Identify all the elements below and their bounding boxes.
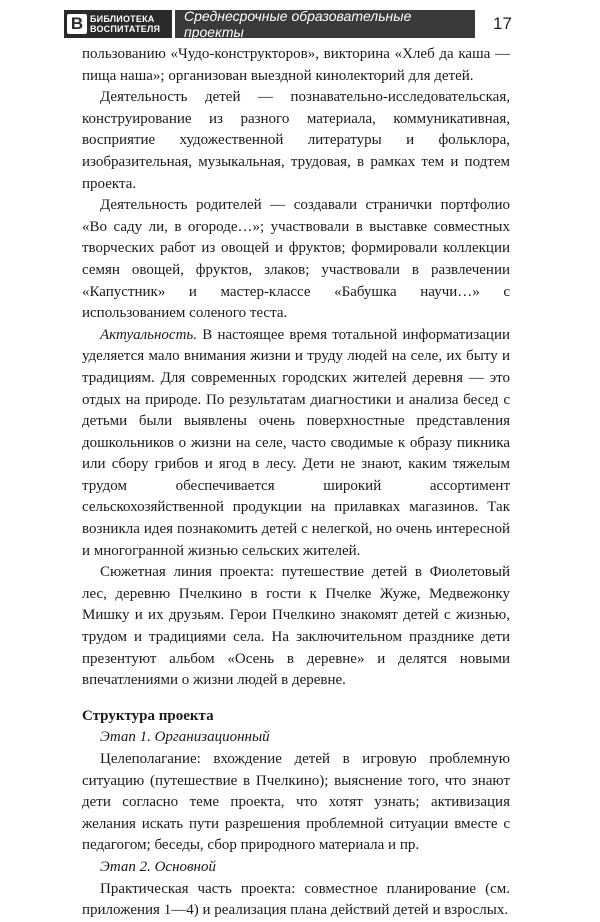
relevance-label: Актуальность. [100,326,197,343]
paragraph-relevance [82,325,510,563]
paragraph-practical-part: Практическая часть проекта: совместное планирование (см. приложения 1—4) и реализация плана действий детей и взрослых. [82,880,510,919]
paragraph-1: пользованию «Чудо-конструкторов», викторина «Хлеб да каша — пища наша»; организован выездной кинолекторий для детей. [82,46,510,84]
series-logo [64,10,172,38]
structure-heading: Структура проекта [82,707,214,724]
running-header [64,10,544,38]
paragraph-children-activity: Деятельность детей — познавательно-исследовательская, конструирование из разного материала, коммуникативная, восприятие художественной литературы и фольклора, изобразительная, музыкальная, трудовая, в рамках тем и подтем проекта. [82,89,510,192]
logo-line1: БИБЛИОТЕКА [90,14,155,24]
relevance-text: В настоящее время тотальной информатизации уделяется мало внимания жизни и труду людей на селе, их быту и традициям. Для современных городских жителей деревня — это отдых на природе. По результатам диагностики и анализа бесед с детьми были выявлены очень поверхностные представления дошкольников о жизни на селе, часто сводимые к образу пикника или сбору грибов и ягод в лесу. Дети не знают, каким тяжелым трудом обеспечивается широкий ассортимент сельскохозяйственной продукции на прилавках магазинов. Так возникла идея познакомить детей с нелегкой, но очень интересной и многогранной жизнью сельских жителей. [82,326,510,559]
page-body [82,44,510,922]
paragraph-parents-activity: Деятельность родителей — создавали странички портфолио «Во саду ли, в огороде…»; участвовали в выставке совместных творческих работ из овощей и фруктов; формировали коллекции семян овощей, фруктов, злаков; участвовали в развлечении «Капустник» и мастер-классе «Бабушка научи…» с использованием соленого теста. [82,197,510,322]
logo-line2: ВОСПИТАТЕЛЯ [90,24,161,34]
stage-1-title: Этап 1. Организационный [100,729,270,746]
logo-letter-icon: В [67,14,87,34]
stage-2-title: Этап 2. Основной [100,858,216,875]
section-title: Среднесрочные образовательные проекты [175,10,475,38]
page-number: 17 [493,14,512,33]
logo-text [90,14,160,34]
paragraph-storyline: Сюжетная линия проекта: путешествие детей в Фиолетовый лес, деревню Пчелкино в гости к Пчелке Жуже, Медвежонку Мишку и их друзьям. Герои Пчелкино знакомят детей с жизнью, трудом и традициями села. На заключительном празднике дети презентуют альбом «Осень в деревне» и делятся новыми впечатлениями о жизни людей в деревне. [82,564,510,689]
paragraph-goal-setting: Целеполагание: вхождение детей в игровую проблемную ситуацию (путешествие в Пчелкино); выяснение того, что знают дети согласно теме проекта, что хотят узнать; активизация желания искать пути разрешения проблемной ситуации вместе с педагогом; беседы, сбор природного материала и пр. [82,751,510,854]
